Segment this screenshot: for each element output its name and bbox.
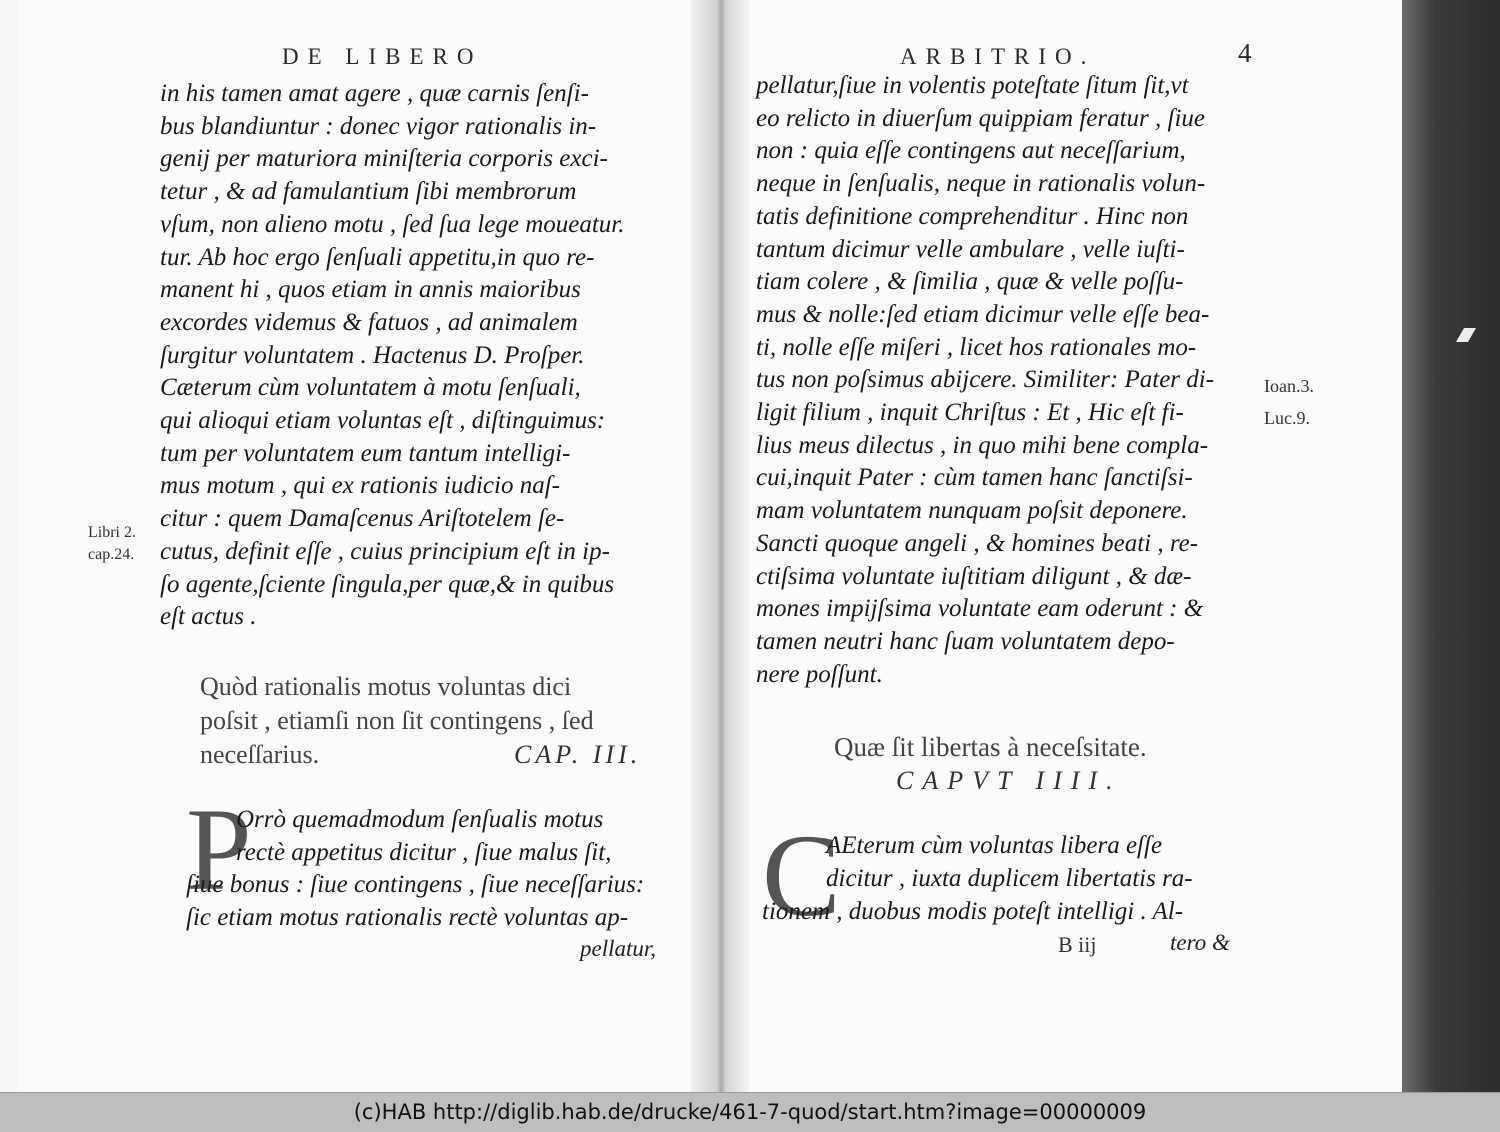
right-paragraph-start — [826, 830, 1193, 895]
left-paragraph-continued — [186, 869, 644, 934]
text-line: cutus, definit eſſe , cuius principium eſt in ip- — [160, 537, 610, 565]
text-line: mus & nolle:ſed etiam dicimur velle eſſe bea- — [756, 300, 1210, 328]
text-line: mones impijſsima voluntate eam oderunt : & — [756, 595, 1204, 623]
text-line: tantum dicimur velle ambulare , velle iuſti- — [756, 235, 1185, 263]
text-line: Cæterum cùm voluntatem à motu ſenſuali, — [160, 374, 581, 402]
text-line: tum per voluntatem eum tantum intelligi- — [160, 439, 571, 467]
text-line: ti, nolle eſſe miſeri , licet hos rationales mo- — [756, 333, 1197, 361]
chapter-label: CAP. III. — [514, 740, 642, 769]
text-line: in his tamen amat agere , quæ carnis ſenſi- — [160, 80, 589, 107]
margin-note-line: Luc.9. — [1264, 408, 1310, 428]
text-line: tetur , & ad famulantium ſibi membrorum — [160, 178, 577, 206]
text-line: lius meus dilectus , in quo mihi bene compla- — [756, 431, 1209, 459]
text-line: citur : quem Damaſcenus Ariſtotelem ſe- — [160, 505, 565, 533]
left-dropcap: P — [186, 784, 252, 915]
text-line: neque in ſenſualis, neque in rationalis volun- — [756, 170, 1206, 198]
text-line: ſurgitur voluntatem . Hactenus D. Proſper. — [160, 341, 585, 369]
text-line: pellatur,ſiue in volentis poteſtate ſitum ſit,vt — [756, 72, 1189, 99]
heading-line: Quòd rationalis motus voluntas dici — [200, 672, 572, 701]
text-line: cui,inquit Pater : cùm tamen hanc ſanctiſsi- — [756, 464, 1193, 492]
text-line: vſum, non alieno motu , ſed ſua lege moueatur. — [160, 210, 625, 238]
right-margin-notes — [1264, 370, 1314, 434]
right-body-text — [756, 70, 1214, 691]
text-line: tionem , duobus modis poteſt intelligi . Al- — [762, 898, 1184, 925]
text-line: qui alioqui etiam voluntas eſt , diſtinguimus: — [160, 407, 606, 435]
text-line: ſic etiam motus rationalis rectè voluntas ap- — [186, 903, 629, 931]
book-gutter — [690, 0, 750, 1092]
text-line: excordes videmus & fatuos , ad animalem — [160, 308, 578, 336]
text-line: mam voluntatem nunquam poſsit deponere. — [756, 497, 1188, 525]
text-line: tatis definitione comprehenditur . Hinc non — [756, 202, 1189, 230]
left-catchword: pellatur, — [580, 936, 657, 961]
signature-mark: B iij — [1058, 932, 1097, 957]
text-line: ſo agente,ſciente ſingula,per quæ,& in quibus — [160, 570, 615, 598]
left-paragraph-start — [236, 804, 611, 869]
text-line: tamen neutri hanc ſuam voluntatem depo- — [756, 627, 1175, 655]
text-line: AEterum cùm voluntas libera eſſe — [826, 832, 1163, 859]
left-margin-note — [88, 522, 136, 566]
heading-line: poſsit , etiamſi non ſit contingens , ſed — [200, 706, 594, 735]
text-line: eſt actus . — [160, 603, 257, 631]
text-line: tus non poſsimus abijcere. Similiter: Pater di- — [756, 366, 1215, 394]
right-running-head: ARBITRIO. — [900, 44, 1096, 69]
text-line: genij per maturiora miniſteria corporis exci- — [160, 145, 608, 173]
text-line: Orrò quemadmodum ſenſualis motus — [236, 806, 604, 833]
text-line: eo relicto in diuerſum quippiam feratur , ſiue — [756, 104, 1206, 132]
text-line: tiam colere , & ſimilia , quæ & velle poſſu- — [756, 268, 1184, 296]
margin-note-line: Libri 2. — [88, 524, 136, 541]
margin-note-line: Ioan.3. — [1264, 376, 1314, 396]
right-dropcap: C — [762, 810, 841, 941]
text-line: rectè appetitus dicitur , ſiue malus ſit, — [236, 838, 612, 866]
text-line: tur. Ab hoc ergo ſenſuali appetitu,in quo re- — [160, 243, 595, 271]
heading-last-word: neceſſarius. — [200, 740, 320, 769]
margin-note-line: cap.24. — [88, 546, 135, 563]
folio-number: 4 — [1238, 38, 1252, 68]
right-paragraph-continued — [762, 896, 1183, 929]
right-catchword: tero & — [1170, 930, 1230, 955]
text-line: Sancti quoque angeli , & homines beati , re- — [756, 529, 1199, 557]
right-chapter-title: Quæ ſit libertas à neceſsitate. — [834, 732, 1147, 762]
heading-last-line — [200, 738, 642, 772]
right-chapter-label: CAPVT IIII. — [896, 766, 1122, 795]
text-line: bus blandiuntur : donec vigor rationalis in- — [160, 112, 597, 140]
scan-dark-edge — [1402, 0, 1500, 1092]
text-line: dicitur , iuxta duplicem libertatis ra- — [826, 864, 1193, 892]
left-running-head: DE LIBERO — [282, 44, 483, 69]
text-line: nere poſſunt. — [756, 660, 883, 688]
left-chapter-heading — [200, 670, 642, 772]
text-line: ctiſsima voluntate iuſtitiam diligunt , & dæ- — [756, 562, 1192, 590]
text-line: non : quia eſſe contingens aut neceſſarium, — [756, 137, 1186, 165]
text-line: manent hi , quos etiam in annis maioribus — [160, 276, 581, 304]
left-body-text — [160, 78, 625, 634]
text-line: ligit filium , inquit Chriſtus : Et , Hic eſt fi- — [756, 399, 1184, 427]
copyright-footer: (c)HAB http://diglib.hab.de/drucke/461-7-quod/start.htm?image=00000009 — [0, 1092, 1500, 1132]
text-line: ſiue bonus : ſiue contingens , ſiue neceſſarius: — [186, 871, 645, 898]
text-line: mus motum , qui ex rationis iudicio naſ- — [160, 472, 560, 500]
